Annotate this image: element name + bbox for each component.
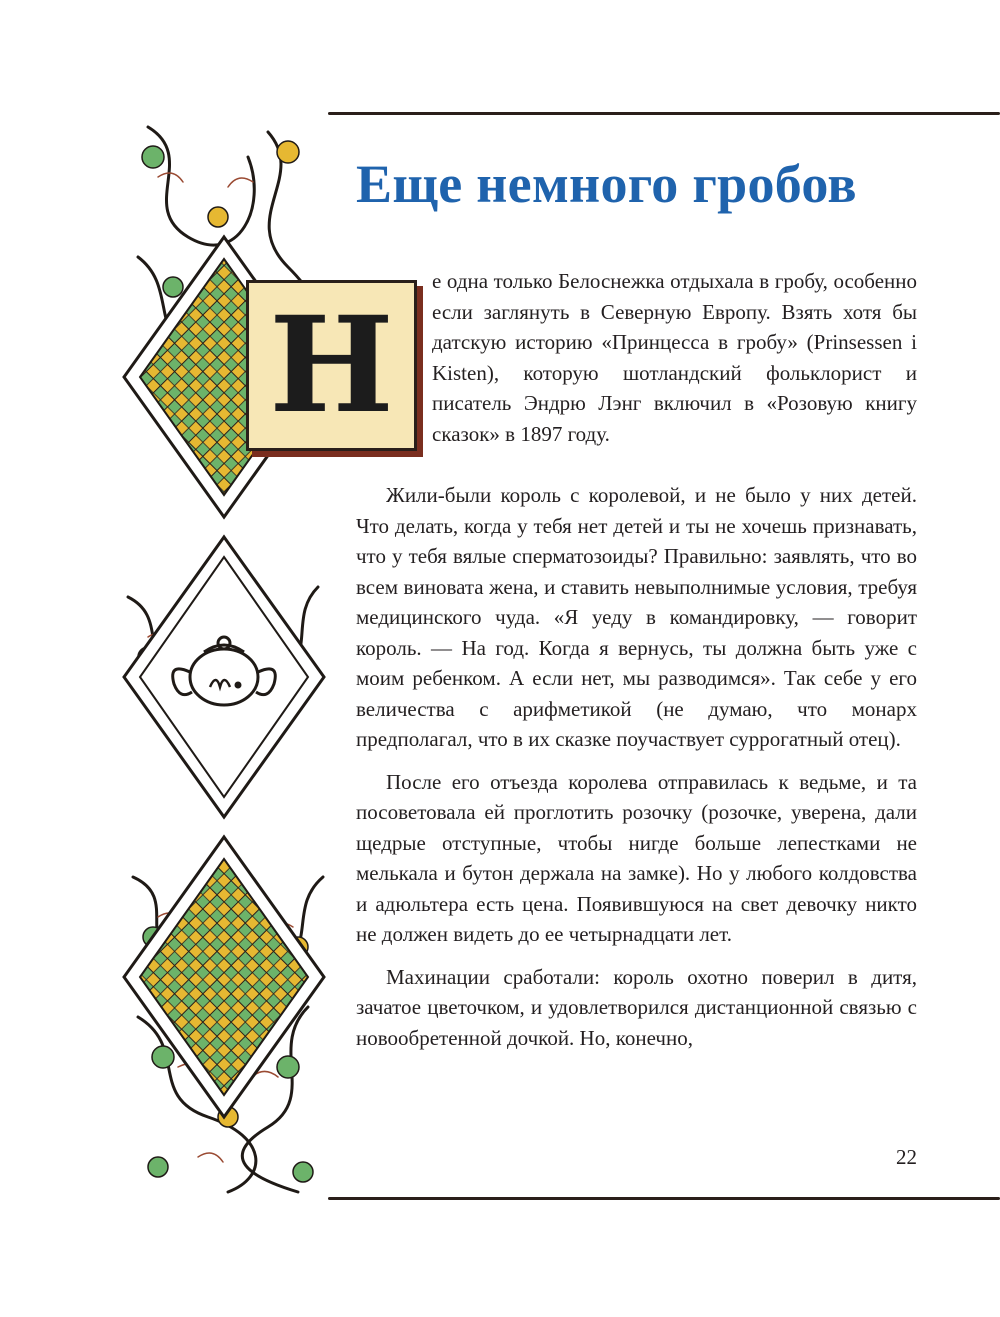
drop-cap-box (246, 280, 417, 451)
bottom-border-rule (328, 1197, 1000, 1200)
main-text (356, 480, 917, 1065)
drop-cap-letter: Н (269, 287, 394, 443)
first-paragraph: е одна только Белоснежка отдыхала в гробу, особенно если заглянуть в Северную Европу. Взять хотя бы датскую историю «Принцесса в гробу» (Prinsessen i Kisten), которую шотландский фольклорист и писатель Эндрю Лэнг включил в «Розовую книгу сказок» в 1897 году. (432, 269, 917, 446)
paragraph: Жили-были король с королевой, и не было у них детей. Что делать, когда у тебя нет детей и ты не хочешь признавать, что у тебя вялые сперматозоиды? Правильно: заявлять, что во всем виновата жена, и ставить невыполнимые условия, требуя медицинского чуда. «Я уеду в командировку, — говорит король. — На год. Когда я вернусь, ты должна быть уже с моим ребенком. А если нет, мы разводимся». Так себе у его величества с арифметикой (не думаю, что монарх предполагал, что в их сказке поучаствует суррогатный отец). (356, 483, 917, 751)
paragraph: После его отъезда королева отправилась к ведьме, и та посоветовала ей проглотить розочку (розочке, уверена, дали щедрые отступные, чтобы нигде больше лепестками не мелькала и бутон держала на замке). Но у любого колдовства и адюльтера есть цена. Появившуюся на свет девочку никто не должен видеть до ее четырнадцати лет. (356, 769, 917, 946)
page-title: Еще немного гробов (356, 154, 857, 214)
paragraph: Махинации сработали: король охотно поверил в дитя, зачатое цветочком, и удовлетворился дистанционной связью с новообретенной дочкой. Но, конечно, (356, 964, 917, 1050)
top-border-rule (328, 112, 1000, 115)
page-number: 22 (896, 1145, 917, 1169)
